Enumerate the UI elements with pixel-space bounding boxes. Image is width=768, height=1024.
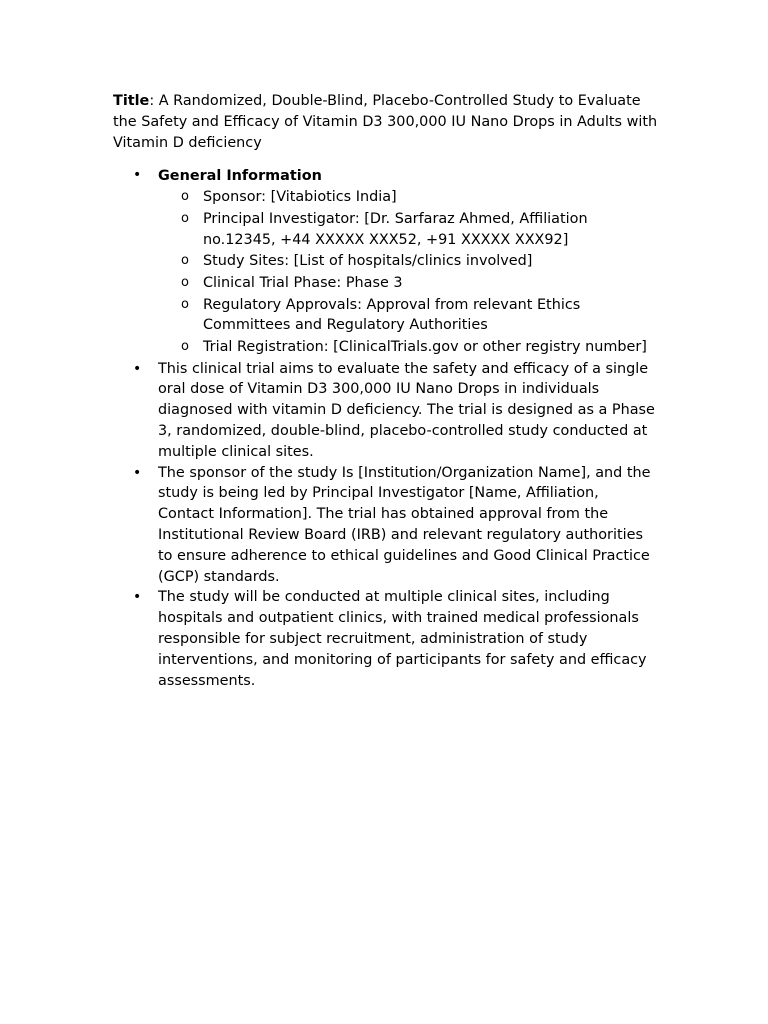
title-label: Title	[113, 93, 150, 109]
sub-bullet-icon: o	[181, 338, 189, 354]
trial-aim-text: This clinical trial aims to evaluate the safety and efficacy of a single oral dose of Vitamin D3 300,000 IU Nano Drops in individuals diagnosed with vitamin D deficiency. The trial is designed as a Phase 3, randomized, double-blind, placebo-controlled study conducted at multiple clinical sites.	[158, 360, 655, 460]
sub-bullet-icon: o	[181, 253, 189, 269]
sub-bullet-icon: o	[181, 274, 189, 290]
main-bullet-list	[113, 165, 658, 691]
trial-aim-paragraph	[113, 359, 658, 463]
bullet-icon: •	[133, 360, 142, 377]
trial-registration-item	[158, 337, 658, 358]
trial-registration-text: Trial Registration: [ClinicalTrials.gov or other registry number]	[203, 338, 647, 355]
study-sites-paragraph	[113, 587, 658, 691]
sponsor-text: Sponsor: [Vitabiotics India]	[203, 189, 397, 206]
bullet-icon: •	[133, 589, 142, 606]
study-sites-item	[158, 251, 658, 272]
study-sites-text: Study Sites: [List of hospitals/clinics involved]	[203, 253, 533, 270]
sponsor-paragraph-text: The sponsor of the study Is [Institution/Organization Name], and the study is being led by Principal Investigator [Name, Affiliation, Contact Information]. The trial has obtained approval from the Institutional Review Board (IRB) and relevant regulatory authorities to ensure adherence to ethical guidelines and Good Clinical Practice (GCP) standards.	[158, 464, 651, 585]
general-information-heading: General Information	[158, 168, 322, 185]
trial-phase-text: Clinical Trial Phase: Phase 3	[203, 274, 403, 291]
study-sites-paragraph-text: The study will be conducted at multiple clinical sites, including hospitals and outpatient clinics, with trained medical professionals responsible for subject recruitment, administration of study interventions, and monitoring of participants for safety and efficacy assessments.	[158, 589, 647, 689]
document-body	[113, 91, 658, 691]
regulatory-approvals-item	[158, 295, 658, 337]
sponsor-paragraph	[113, 463, 658, 588]
sub-bullet-icon: o	[181, 189, 189, 205]
sponsor-item	[158, 187, 658, 208]
sub-bullet-icon: o	[181, 296, 189, 312]
principal-investigator-text: Principal Investigator: [Dr. Sarfaraz Ahmed, Affiliation no.12345, +44 XXXXX XXX52, +91 XXXXX XXX92]	[203, 210, 588, 248]
sub-bullet-icon: o	[181, 210, 189, 226]
principal-investigator-item	[158, 209, 658, 251]
title-paragraph	[113, 91, 658, 153]
bullet-icon: •	[133, 167, 142, 184]
bullet-icon: •	[133, 464, 142, 481]
trial-phase-item	[158, 273, 658, 294]
general-information-item	[113, 165, 658, 357]
general-information-list	[158, 187, 658, 357]
title-text: : A Randomized, Double-Blind, Placebo-Controlled Study to Evaluate the Safety and Efficacy of Vitamin D3 300,000 IU Nano Drops in Adults with Vitamin D deficiency	[113, 93, 658, 151]
regulatory-approvals-text: Regulatory Approvals: Approval from relevant Ethics Committees and Regulatory Authorities	[203, 296, 581, 334]
